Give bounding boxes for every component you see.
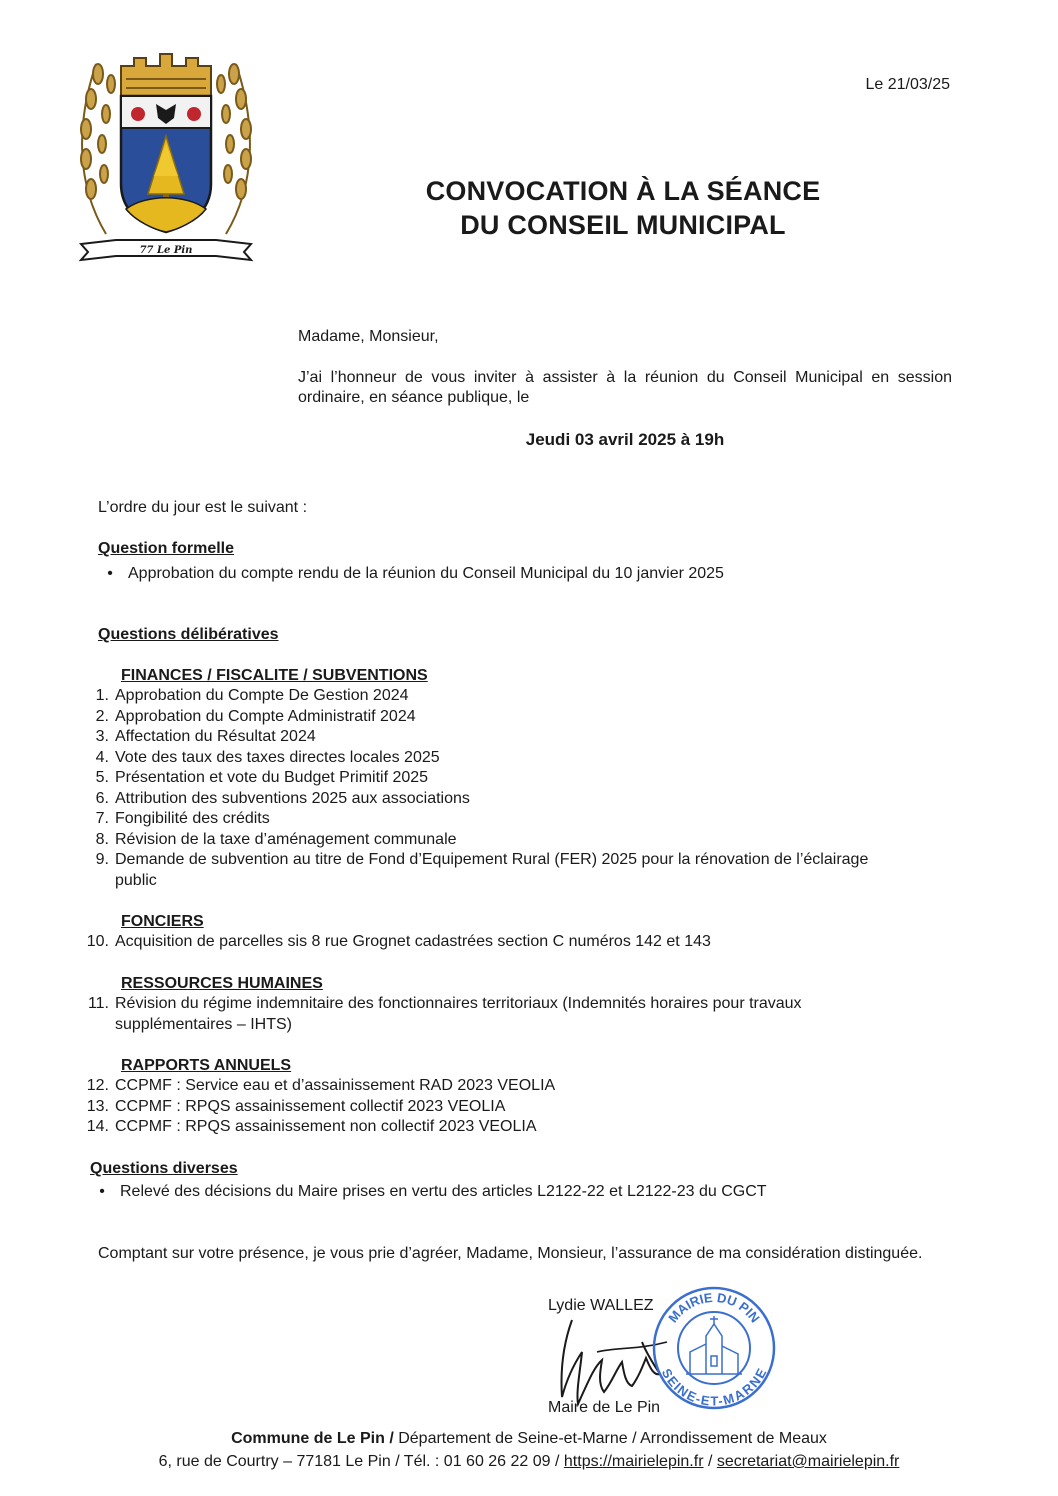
list-item: 6. Attribution des subventions 2025 aux associations [95,789,470,807]
list-item: 3. Affectation du Résultat 2024 [95,728,316,745]
diverses-list [84,1182,944,1203]
diverses-heading: Questions diverses [90,1160,238,1177]
crest-banner-text: 77 Le Pin [139,245,193,256]
footer-address: 6, rue de Courtry – 77181 Le Pin / Tél. : 01 60 26 22 09 / [158,1453,564,1470]
salutation: Madame, Monsieur, [298,328,439,345]
footer-separator: / [703,1453,717,1470]
list-item: 8. Révision de la taxe d’aménagement communale [95,830,457,848]
letter-date: Le 21/03/25 [865,76,950,93]
rh-heading: RESSOURCES HUMAINES [121,975,323,992]
formal-question-heading: Question formelle [98,540,235,557]
title-line-1: CONVOCATION À LA SÉANCE [425,176,821,206]
email-link[interactable]: secretariat@mairielepin.fr [716,1453,900,1470]
rapports-list [85,1076,885,1138]
rapports-heading: RAPPORTS ANNUELS [121,1057,292,1074]
invitation-paragraph: J’ai l’honneur de vous inviter à assister à la réunion du Conseil Municipal en session ordinaire, en séance publique, le [298,369,952,406]
list-item: 10. Acquisition de parcelles sis 8 rue Grognet cadastrées section C numéros 142 et 143 [86,933,711,950]
list-item-text: Approbation du compte rendu de la réunion du Conseil Municipal du 10 janvier 2025 [128,565,724,582]
list-item: 11. Révision du régime indemnitaire des fonctionnaires territoriaux (Indemnités horaires pour travaux supplémentaires – IHTS) [87,995,802,1033]
bullet-icon: • [107,565,113,582]
footer-line-1 [0,1428,1058,1450]
deliberative-questions-heading: Questions délibératives [98,626,279,643]
finances-heading: FINANCES / FISCALITE / SUBVENTIONS [121,667,428,684]
list-item: 13. CCPMF : RPQS assainissement collectif 2023 VEOLIA [86,1097,506,1115]
list-item [92,564,952,585]
title-line-2: DU CONSEIL MUNICIPAL [460,210,786,240]
signer-role: Maire de Le Pin [548,1399,661,1416]
finances-list [85,686,885,891]
list-item: 2. Approbation du Compte Administratif 2024 [95,707,416,725]
list-item: 12. CCPMF : Service eau et d’assainissement RAD 2023 VEOLIA [86,1077,556,1094]
list-item: 5. Présentation et vote du Budget Primitif 2025 [95,769,429,786]
list-item [84,1182,944,1203]
svg-text:SEINE-ET-MARNE [659,1366,770,1409]
stamp-top-text: MAIRIE DU PIN [665,1289,763,1326]
fonciers-heading: FONCIERS [121,913,204,930]
fonciers-list [85,932,885,953]
list-item: 9. Demande de subvention au titre de Fond d’Equipement Rural (FER) 2025 pour la rénovation de l’éclairage public [95,851,869,889]
list-item: 1. Approbation du Compte De Gestion 2024 [95,687,409,704]
meeting-date: Jeudi 03 avril 2025 à 19h [525,430,725,449]
list-item: 4. Vote des taux des taxes directes locales 2025 [95,748,440,766]
footer-department: Département de Seine-et-Marne / Arrondissement de Meaux [393,1430,827,1447]
agenda-intro: L’ordre du jour est le suivant : [98,499,308,516]
stamp-bottom-text: SEINE-ET-MARNE [658,1366,770,1409]
closing-paragraph: Comptant sur votre présence, je vous prie d’agréer, Madame, Monsieur, l’assurance de ma considération distinguée. [98,1245,923,1262]
footer-commune: Commune de Le Pin / [231,1430,394,1447]
mairie-stamp [650,1284,778,1412]
bullet-icon: • [99,1183,105,1200]
formal-question-list [92,564,952,585]
list-item: 14. CCPMF : RPQS assainissement non collectif 2023 VEOLIA [86,1118,537,1135]
list-item: 7. Fongibilité des crédits [95,810,270,827]
municipal-crest-logo [66,44,266,266]
website-link[interactable]: https://mairielepin.fr [563,1453,704,1470]
list-item-text: Relevé des décisions du Maire prises en vertu des articles L2122-22 et L2122-23 du CGCT [120,1183,767,1200]
signer-name: Lydie WALLEZ [548,1297,654,1314]
rh-list [85,994,895,1035]
footer-line-2 [0,1451,1058,1473]
document-title [300,174,946,242]
